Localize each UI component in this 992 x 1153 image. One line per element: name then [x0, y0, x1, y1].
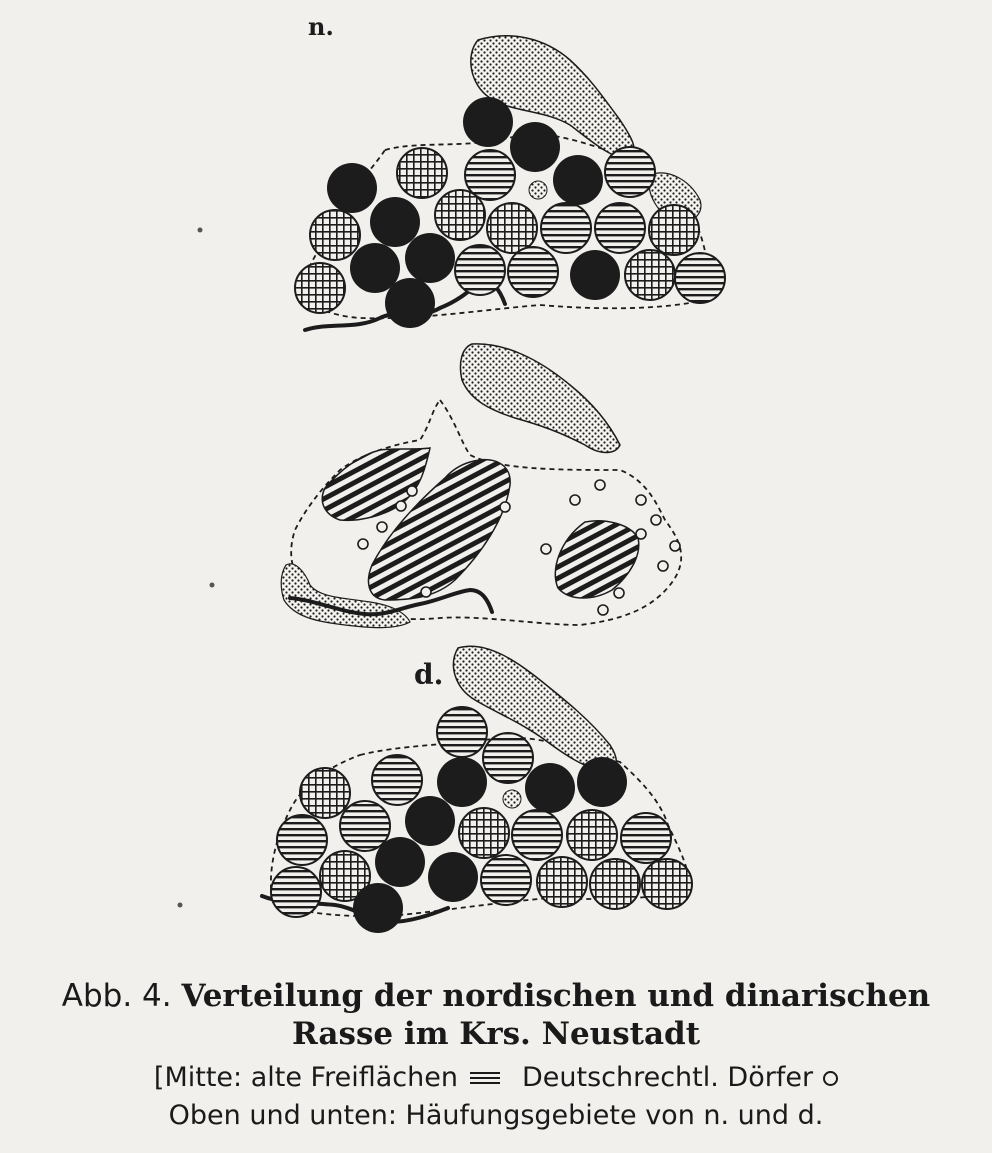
- scan-specks: [178, 228, 215, 908]
- caption-legend-line-2: Oben und unten: Häufungsgebiete von n. und d.: [168, 1100, 824, 1131]
- figure-number: Abb. 4.: [61, 978, 172, 1014]
- map-label-dinaric: d.: [414, 658, 444, 691]
- village-ring-legend-icon: [823, 1071, 838, 1086]
- map-middle: [281, 344, 681, 628]
- small-patch-top: [529, 181, 547, 199]
- forest-area-bottom: [453, 646, 616, 772]
- circles-top: [295, 97, 725, 328]
- hatch-legend-icon: [470, 1072, 500, 1086]
- caption-title-line-1: [0, 978, 992, 1014]
- map-nordic: [295, 36, 725, 330]
- open-area-right: [555, 521, 638, 598]
- legend-open-areas-label: [Mitte: alte Freiflächen: [153, 1062, 458, 1093]
- caption-title-text: Verteilung der nordischen und dinarischen: [181, 978, 931, 1014]
- map-dinaric: [262, 646, 692, 933]
- legend-villages-label: Deutschrechtl. Dörfer: [521, 1062, 814, 1093]
- circles-bottom: [271, 707, 692, 933]
- caption-title-line-2: Rasse im Krs. Neustadt: [291, 1016, 701, 1052]
- map-label-nordic: n.: [308, 12, 334, 41]
- small-patch-bottom: [503, 790, 521, 808]
- forest-area-middle: [460, 344, 620, 453]
- caption-legend-line-1: [0, 1062, 992, 1093]
